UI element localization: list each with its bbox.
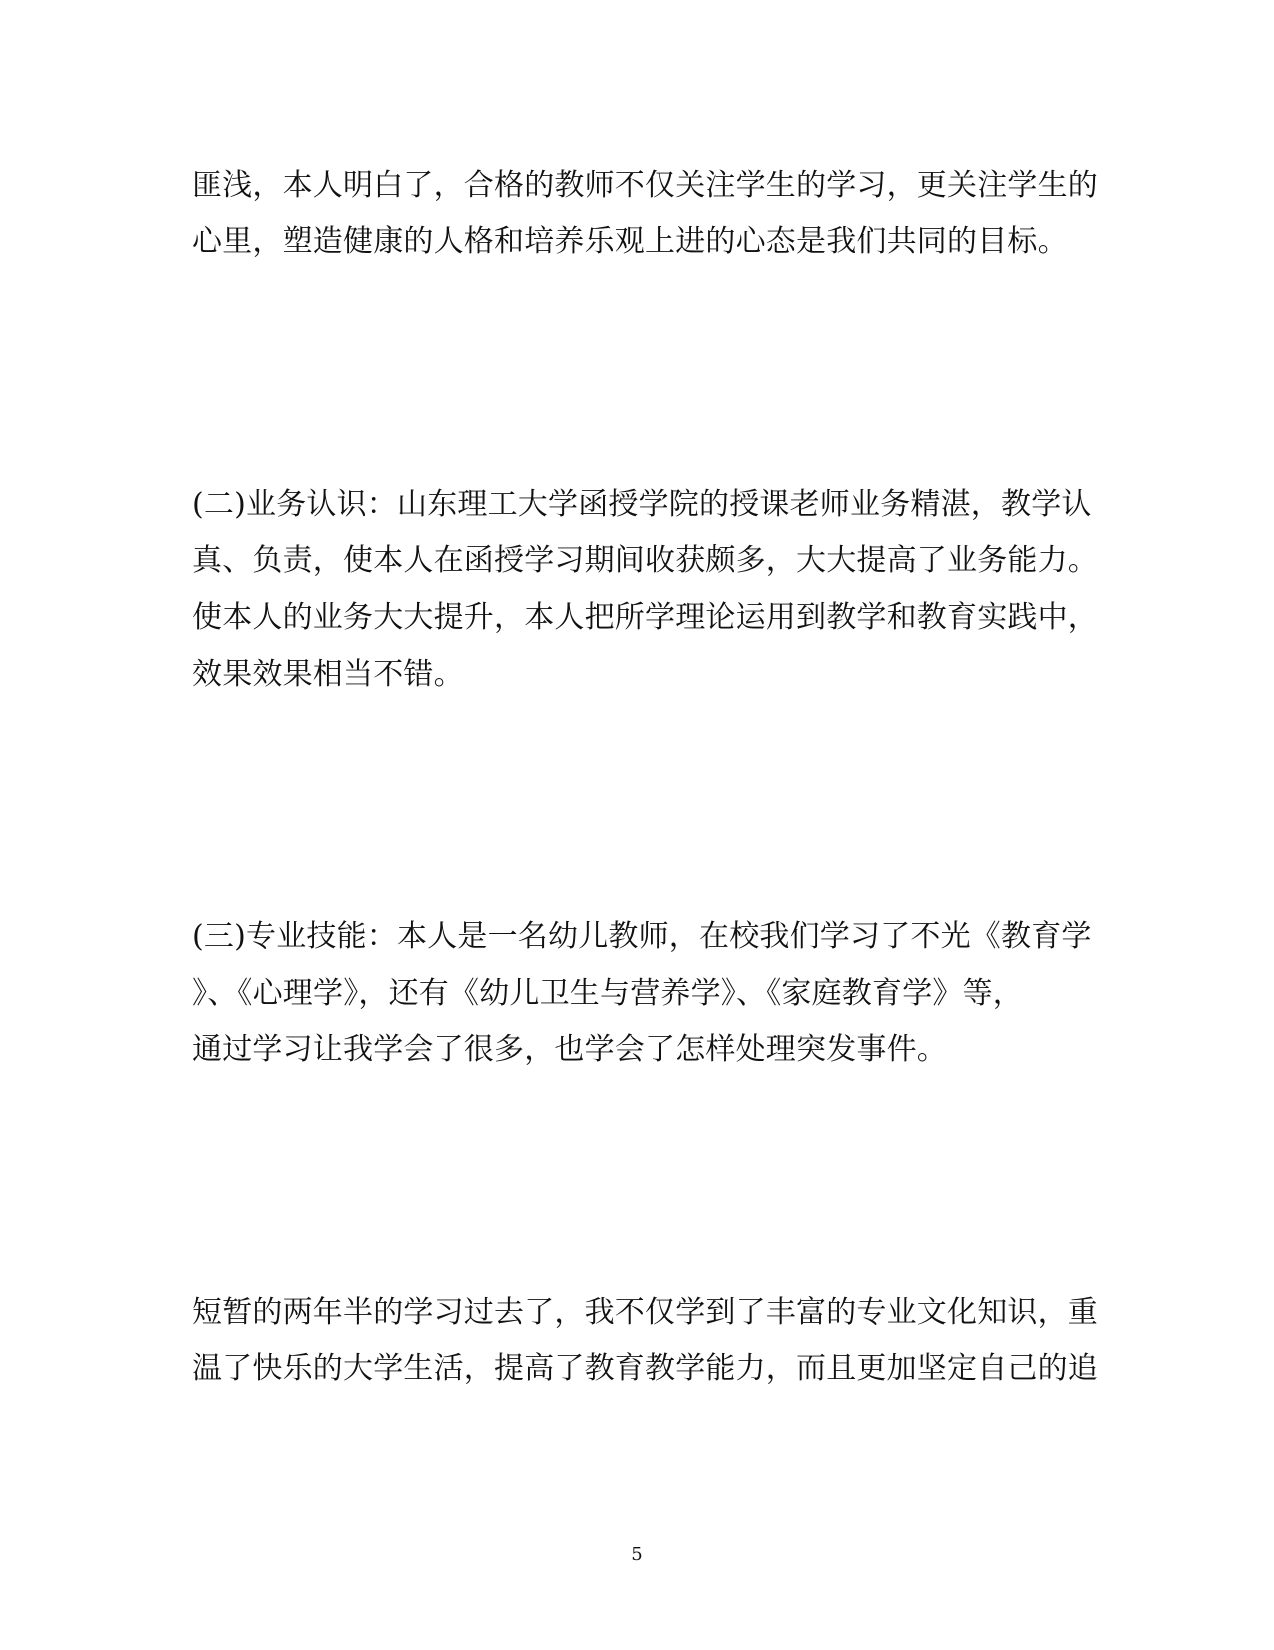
paragraph-line: 温了快乐的大学生活，提高了教育教学能力，而且更加坚定自己的追: [192, 1351, 1098, 1386]
paragraph-line: (二)业务认识：山东理工大学函授学院的授课老师业务精湛，教学认: [192, 487, 1092, 522]
paragraph-line: 》、《心理学》，还有《幼儿卫生与营养学》、《家庭教育学》等，: [192, 976, 1023, 1011]
paragraph-line: 效果效果相当不错。: [192, 657, 464, 692]
paragraph-line: 真、负责，使本人在函授学习期间收获颇多，大大提高了业务能力。: [192, 543, 1098, 578]
paragraph-line: 匪浅，本人明白了，合格的教师不仅关注学生的学习，更关注学生的: [192, 168, 1098, 203]
paragraph-line: 心里，塑造健康的人格和培养乐观上进的心态是我们共同的目标。: [192, 224, 1068, 259]
paragraph-line: 短暂的两年半的学习过去了，我不仅学到了丰富的专业文化知识，重: [192, 1295, 1098, 1330]
paragraph-line: (三)专业技能：本人是一名幼儿教师，在校我们学习了不光《教育学: [192, 919, 1092, 954]
paragraph-line: 通过学习让我学会了很多，也学会了怎样处理突发事件。: [192, 1032, 947, 1067]
page-number: 5: [631, 1544, 643, 1565]
paragraph-line: 使本人的业务大大提升，本人把所学理论运用到教学和教育实践中，: [192, 600, 1098, 635]
